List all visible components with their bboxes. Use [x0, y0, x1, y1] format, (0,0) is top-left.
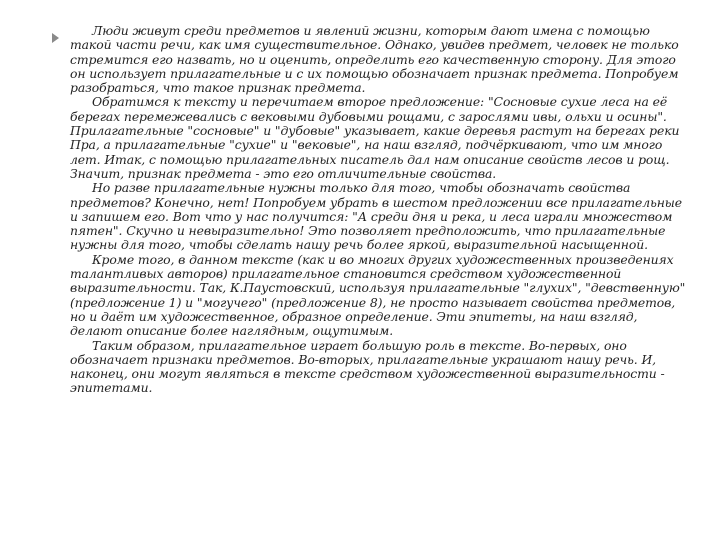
- bullet-arrow-icon: [52, 33, 59, 43]
- paragraph-5: Таким образом, прилагательное играет большую роль в тексте. Во-первых, оно обозначает признаки предметов. Во-вторых, прилагательные украшают нашу речь. И, наконец, они могут являться в тексте средством художественной выразительности - эпитетами.: [70, 337, 665, 396]
- essay-text: [70, 24, 690, 396]
- paragraph-3: Но разве прилагательные нужны только для того, чтобы обозначать свойства предметов? Конечно, нет! Попробуем убрать в шестом предложении все прилагательные и запишем его. Вот что у нас получится: "А среди дня и река, и леса играли множеством пятен". Скучно и невыразительно! Это позволяет предположить, что прилагательные нужны для того, чтобы сделать нашу речь более яркой, выразительной насыщенной.: [70, 180, 683, 253]
- paragraph-1: Люди живут среди предметов и явлений жизни, которым дают имена с помощью такой части речи, как имя существительное. Однако, увидев предмет, человек не только стремится его назвать, но и оценить, определить его качественную сторону. Для этого он использует прилагательные и с их помощью обозначает признак предмета. Попробуем разобраться, что такое признак предмета.: [70, 23, 679, 96]
- paragraph-4: Кроме того, в данном тексте (как и во многих других художественных произведениях талантливых авторов) прилагательное становится средством художественной выразительности. Так, К.Паустовский, используя прилагательные "глухих", "девственную" (предложение 1) и "могучего" (предложение 8), не просто называет свойства предметов, но и даёт им художественное, образное определение. Эти эпитеты, на наш взгляд, делают описание более наглядным, ощутимым.: [70, 251, 686, 339]
- paragraph-2: Обратимся к тексту и перечитаем второе предложение: "Сосновые сухие леса на её берегах перемежевались с вековыми дубовыми рощами, с зарослями ивы, ольхи и осины". Прилагательные "сосновые" и "дубовые" указывает, какие деревья растут на берегах реки Пра, а прилагательные "сухие" и "вековые", на наш взгляд, подчёркивают, что им много лет. Итак, с помощью прилагательных писатель дал нам описание свойств лесов и рощ. Значит, признак предмета - это его отличительные свойства.: [70, 94, 680, 181]
